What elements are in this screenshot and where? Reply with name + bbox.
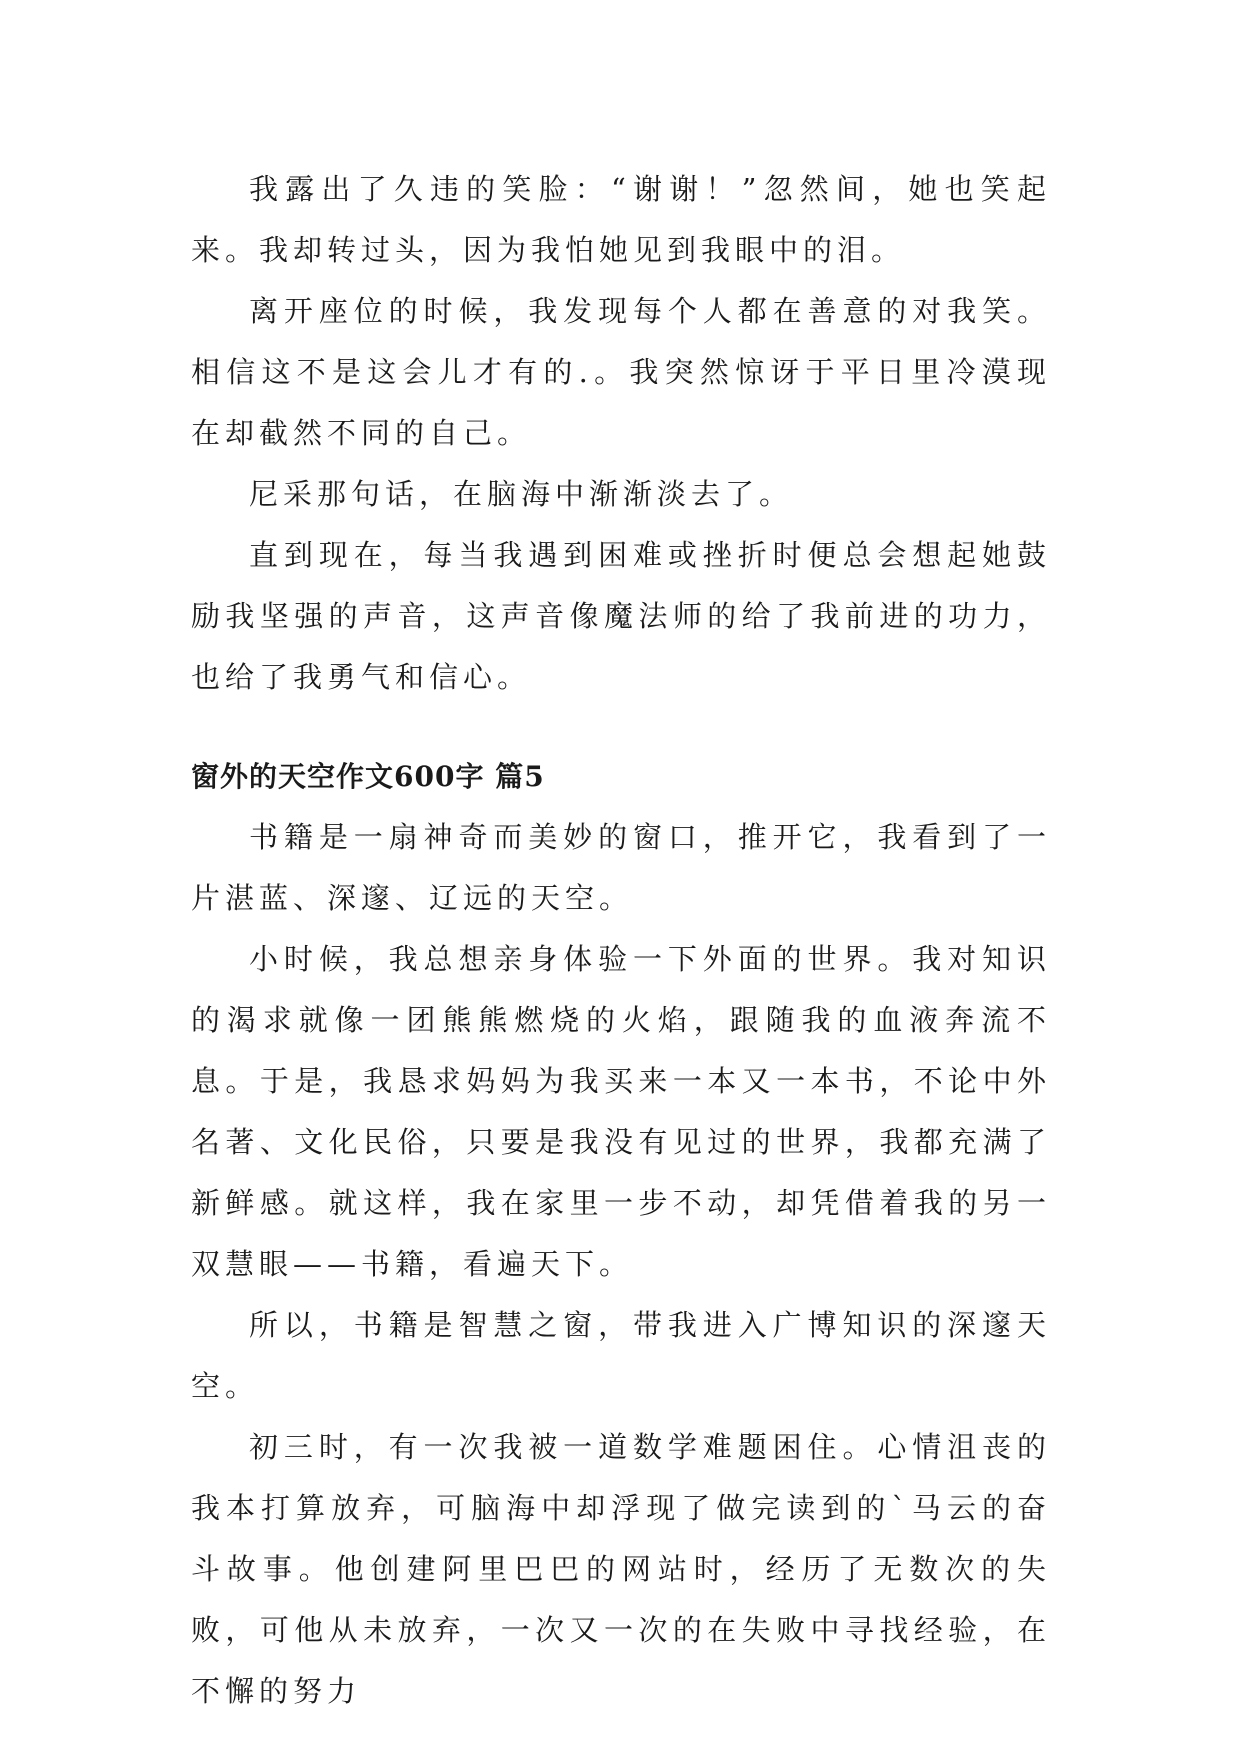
section-heading: 窗外的天空作文600字 篇5	[191, 760, 545, 793]
paragraph: 离开座位的时候，我发现每个人都在善意的对我笑。相信这不是这会儿才有的.。我突然惊讶于平日里冷漠现在却截然不同的自己。	[191, 294, 1051, 450]
paragraph: 初三时，有一次我被一道数学难题困住。心情沮丧的我本打算放弃，可脑海中却浮现了做完读到的`马云的奋斗故事。他创建阿里巴巴的网站时，经历了无数次的失败，可他从未放弃，一次又一次的在失败中寻找经验，在不懈的努力	[191, 1430, 1051, 1708]
paragraph: 所以，书籍是智慧之窗，带我进入广博知识的深邃天空。	[191, 1308, 1051, 1403]
paragraph: 书籍是一扇神奇而美妙的窗口，推开它，我看到了一片湛蓝、深邃、辽远的天空。	[191, 820, 1051, 915]
section-gap	[191, 708, 1051, 746]
paragraph: 小时候，我总想亲身体验一下外面的世界。我对知识的渴求就像一团熊熊燃烧的火焰，跟随我的血液奔流不息。于是，我恳求妈妈为我买来一本又一本书，不论中外名著、文化民俗，只要是我没有见过的世界，我都充满了新鲜感。就这样，我在家里一步不动，却凭借着我的另一双慧眼——书籍，看遍天下。	[191, 942, 1051, 1281]
paragraph: 我露出了久违的笑脸：“谢谢！”忽然间，她也笑起来。我却转过头，因为我怕她见到我眼中的泪。	[191, 172, 1051, 267]
paragraph: 直到现在，每当我遇到困难或挫折时便总会想起她鼓励我坚强的声音，这声音像魔法师的给了我前进的功力，也给了我勇气和信心。	[191, 538, 1051, 694]
paragraph: 尼采那句话，在脑海中渐渐淡去了。	[249, 477, 794, 511]
document-page	[191, 159, 1051, 1722]
